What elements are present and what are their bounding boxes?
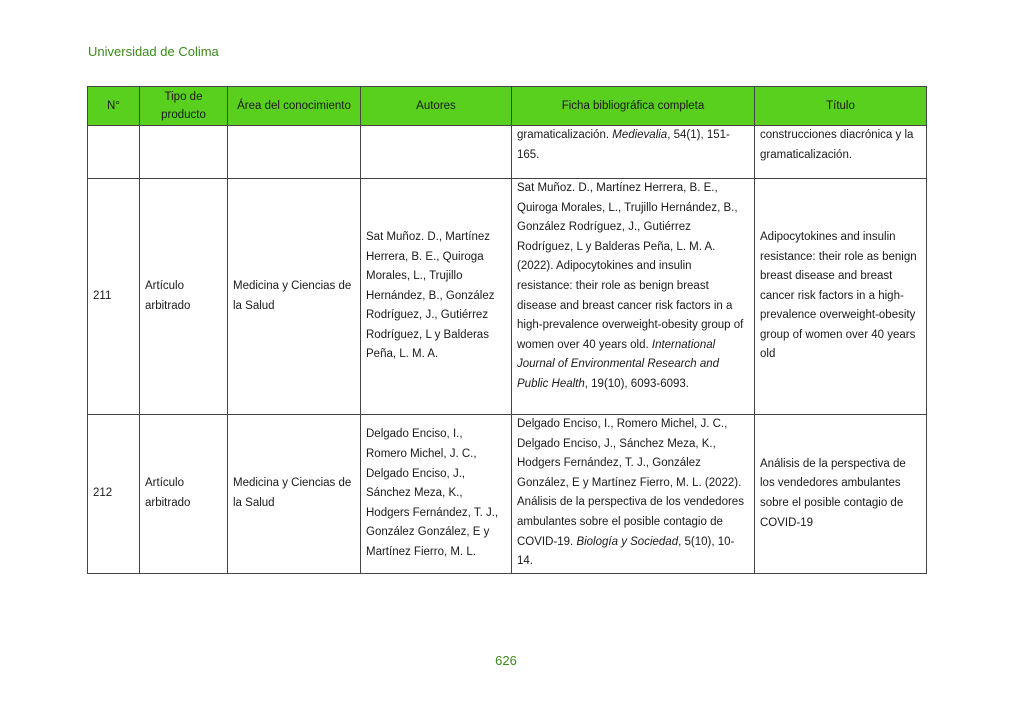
column-header-authors: Autores: [361, 87, 512, 126]
table-row: [88, 415, 927, 574]
column-header-type: Tipo de producto: [140, 87, 228, 126]
table-header-row: [88, 87, 927, 126]
cell-authors: Sat Muñoz. D., Martínez Herrera, B. E., Quiroga Morales, L., Trujillo Hernández, B., González Rodríguez, J., Gutiérrez Rodríguez, L y Balderas Peña, L. M. A.: [361, 179, 512, 415]
column-header-area: Área del conocimiento: [228, 87, 361, 126]
cell-type: Artículo arbitrado: [140, 179, 228, 415]
cell-reference: Sat Muñoz. D., Martínez Herrera, B. E., Quiroga Morales, L., Trujillo Hernández, B., González Rodríguez, J., Gutiérrez Rodríguez, L y Balderas Peña, L. M. A. (2022). Adipocytokines and insulin resistance: their role as benign breast disease and breast cancer risk factors in a high-prevalence overweight-obesity group of women over 40 years old. International Journal of Environmental Research and Public Health, 19(10), 6093-6093.: [512, 179, 755, 415]
journal-name: Biología y Sociedad: [576, 535, 679, 548]
cell-title: construcciones diacrónica y la gramaticalización.: [755, 126, 927, 179]
journal-name: International Journal of Environmental Research and Public Health: [517, 338, 720, 390]
cell-area: Medicina y Ciencias de la Salud: [228, 179, 361, 415]
cell-number: 211: [88, 179, 140, 415]
column-header-reference: Ficha bibliográfica completa: [512, 87, 755, 126]
cell-number: [88, 126, 140, 179]
cell-number: 212: [88, 415, 140, 574]
table-row: [88, 179, 927, 415]
cell-reference: Delgado Enciso, I., Romero Michel, J. C., Delgado Enciso, J., Sánchez Meza, K., Hodgers Fernández, T. J., González González, E y Martínez Fierro, M. L. (2022). Análisis de la perspectiva de los vendedores ambulantes sobre el posible contagio de COVID-19. Biología y Sociedad, 5(10), 10-14.: [512, 415, 755, 574]
cell-type: Artículo arbitrado: [140, 415, 228, 574]
column-header-title: Título: [755, 87, 927, 126]
cell-type: [140, 126, 228, 179]
cell-area: Medicina y Ciencias de la Salud: [228, 415, 361, 574]
cell-area: [228, 126, 361, 179]
bibliography-table: [87, 86, 927, 574]
cell-authors: [361, 126, 512, 179]
column-header-number: N°: [88, 87, 140, 126]
cell-title: Adipocytokines and insulin resistance: their role as benign breast disease and breast cancer risk factors in a high-prevalence overweight-obesity group of women over 40 years old: [755, 179, 927, 415]
cell-authors: Delgado Enciso, I., Romero Michel, J. C., Delgado Enciso, J., Sánchez Meza, K., Hodgers Fernández, T. J., González González, E y Martínez Fierro, M. L.: [361, 415, 512, 574]
page-number: 626: [495, 653, 517, 668]
journal-name: Medievalia: [612, 129, 668, 141]
institution-header: Universidad de Colima: [88, 44, 219, 59]
cell-title: Análisis de la perspectiva de los vendedores ambulantes sobre el posible contagio de COVID-19: [755, 415, 927, 574]
table-row: [88, 126, 927, 179]
cell-reference: gramaticalización. Medievalia, 54(1), 151-165.: [512, 126, 755, 179]
